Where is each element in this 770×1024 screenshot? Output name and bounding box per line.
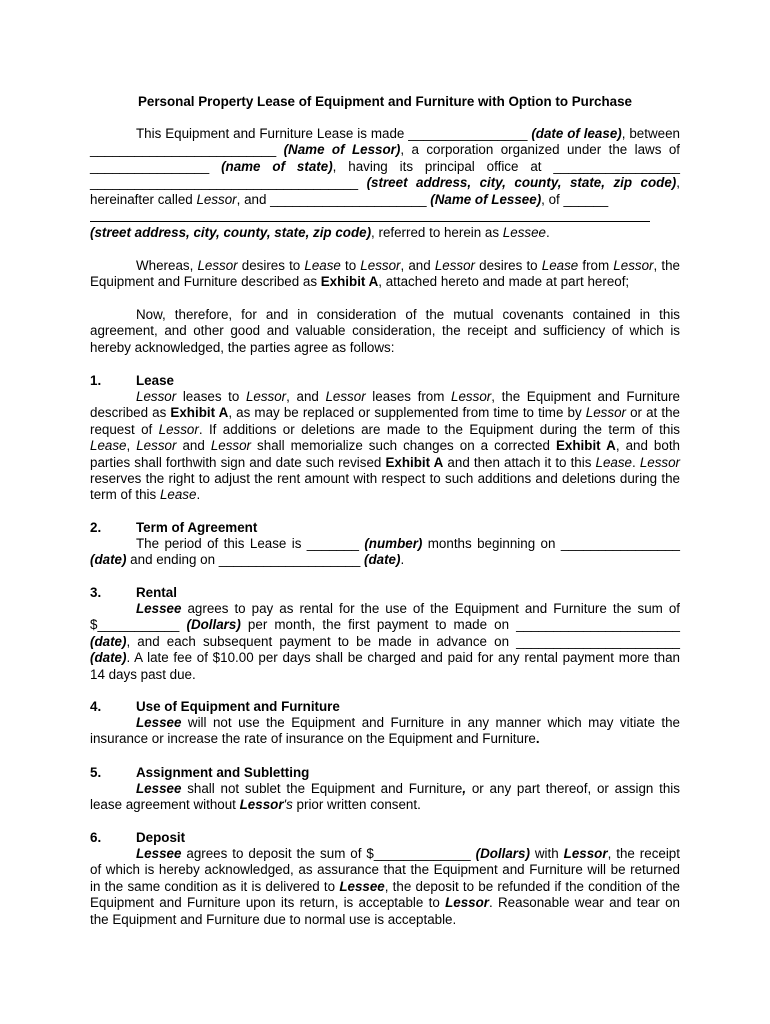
lessor-term: Lessor [585, 405, 626, 421]
whereas-paragraph [90, 258, 680, 291]
lessor-term: Lessor [434, 258, 476, 273]
lease-term: Lease [90, 438, 127, 454]
section-title: Use of Equipment and Furniture [136, 699, 340, 714]
section-text: prior written consent. [292, 797, 421, 813]
section-text: months beginning on ________________ [422, 536, 680, 551]
section-text: , as may be replaced or supplemented from time to time by [228, 405, 586, 421]
section-text: , and both parties shall forthwith sign and date such revised [90, 438, 680, 470]
section-text: shall not sublet the Equipment and Furniture [181, 781, 463, 796]
lessee-term: Lessee [136, 715, 182, 730]
section-number: 1. [90, 373, 102, 388]
exhibit-a-term: Exhibit A [385, 454, 444, 470]
lessor-term: Lessor [445, 895, 489, 911]
section-title: Rental [136, 585, 177, 600]
document-title: Personal Property Lease of Equipment and Furniture with Option to Purchase [137, 94, 633, 109]
section-text: and then attach it to this [443, 454, 596, 470]
section-text: . Reasonable wear and tear on the Equipment and Furniture due to normal use is acceptable. [90, 895, 680, 927]
whereas-text: , attached hereto and made at part hereof; [378, 274, 630, 290]
name-of-state-label: (name of state) [221, 158, 333, 174]
whereas-text: desires to [237, 258, 305, 273]
name-of-lessor-label: (Name of Lessor) [283, 142, 401, 158]
lessor-term: Lessor [613, 258, 654, 273]
section-1-heading [90, 373, 680, 389]
dollars-label: (Dollars) [186, 617, 241, 633]
lessor-term: Lessor [451, 389, 492, 404]
section-text: , and [286, 389, 326, 404]
lessor-term: Lessor [158, 421, 199, 437]
section-text: . If additions or deletions are made to the Equipment during the term of this [198, 421, 680, 437]
name-of-lessee-label: (Name of Lessee) [430, 191, 542, 207]
lease-term: Lease [304, 258, 341, 273]
section-3-body [90, 601, 680, 683]
section-text: leases from [365, 389, 452, 404]
lessor-term: Lessor [239, 797, 284, 813]
intro-paragraph-end [90, 225, 680, 241]
section-title: Deposit [136, 830, 186, 845]
date-label: (date) [90, 552, 127, 568]
lease-term: Lease [159, 487, 197, 503]
whereas-text: desires to [475, 258, 542, 273]
section-text: with [529, 846, 564, 861]
exhibit-a-term: Exhibit A [555, 438, 616, 454]
dollars-label: (Dollars) [475, 846, 530, 861]
section-text: . [196, 487, 201, 503]
intro-text: . [545, 225, 550, 240]
lessor-term: Lessor [136, 438, 177, 454]
exhibit-a-term: Exhibit A [320, 274, 379, 290]
lessee-address-label: (street address, city, county, state, zip code) [90, 225, 372, 240]
intro-paragraph [90, 126, 680, 208]
section-title: Term of Agreement [136, 520, 258, 535]
whereas-text: to [340, 258, 361, 273]
lessee-term: Lessee [502, 225, 546, 240]
section-text: , and each subsequent payment to be made in advance on ______________________ [126, 633, 680, 649]
lessor-term: Lessor [197, 258, 238, 273]
lease-term: Lease [541, 258, 579, 273]
section-text: reserves the right to adjust the rent amount with respect to such additions and deletions during the term of this [90, 471, 680, 503]
lessor-term: Lessor [563, 846, 608, 861]
section-2-heading [90, 520, 680, 536]
section-1-body [90, 389, 680, 504]
lessor-term: Lessor [136, 389, 177, 404]
lessee-term: Lessee [339, 878, 385, 894]
section-number: 4. [90, 699, 102, 714]
section-text: . A late fee of $10.00 per days shall be charged and paid for any rental payment more than 14 days past due. [90, 650, 680, 682]
section-text: leases to [176, 389, 246, 404]
lessee-term: Lessee [136, 846, 182, 861]
section-5-heading [90, 765, 680, 781]
date-label: (date) [364, 552, 401, 568]
lessor-term: Lessor [360, 258, 401, 273]
intro-text: , between _________________________ [90, 126, 680, 158]
lessor-term: Lessor [210, 438, 252, 454]
intro-text: , and _____________________ [236, 191, 431, 207]
exhibit-a-term: Exhibit A [170, 405, 229, 421]
lessor-term: Lessor [325, 389, 366, 404]
section-text: . [400, 552, 405, 568]
whereas-text: from [578, 258, 614, 273]
section-text: agrees to pay as rental for the use of the Equipment and Furniture the sum of $___________ [90, 601, 680, 633]
section-text: and [176, 438, 211, 454]
section-number: 6. [90, 830, 102, 845]
section-6-body [90, 846, 680, 928]
section-text: , [462, 781, 467, 796]
section-number: 5. [90, 765, 102, 780]
lessor-address-label: (street address, city, county, state, zip code) [366, 175, 677, 191]
section-text: shall memorialize such changes on a corrected [251, 438, 556, 454]
section-text: per month, the first payment to made on ______________________ [240, 617, 681, 633]
intro-text: , hereinafter called [90, 175, 680, 207]
lease-term: Lease [595, 454, 632, 470]
section-text: . [632, 454, 640, 470]
section-text: will not use the Equipment and Furniture in any manner which may vitiate the insurance or increase the rate of insurance on the Equipment and Furniture [90, 715, 680, 747]
date-label: (date) [90, 633, 127, 649]
whereas-text: Whereas, [136, 258, 198, 273]
section-text: , the Equipment and Furniture described as [90, 389, 680, 421]
now-therefore-text: Now, therefore, for and in consideration of the mutual covenants contained in this agreement, and other good and valuable consideration, the receipt and sufficiency of which is hereby acknowledged, the parties agree as follows: [90, 307, 680, 355]
section-6-heading [90, 830, 680, 846]
whereas-text: , and [400, 258, 435, 273]
intro-text: , referred to herein as [371, 225, 503, 240]
section-3-heading [90, 585, 680, 601]
lessor-term: Lessor [245, 389, 287, 404]
section-title: Lease [136, 373, 174, 388]
section-text: 's [283, 797, 293, 813]
section-2-body [90, 536, 680, 569]
section-5-body [90, 781, 680, 814]
section-text: or at the request of [90, 405, 680, 437]
date-label: (date) [90, 650, 127, 666]
date-of-lease-label: (date of lease) [531, 126, 622, 141]
section-4-body [90, 715, 680, 748]
section-text: The period of this Lease is _______ [136, 536, 365, 551]
section-text: , the receipt of which is hereby acknowledged, as assurance that the Equipment and Furniture will be returned in the same condition as it is delivered to [90, 846, 680, 894]
section-title: Assignment and Subletting [136, 765, 310, 780]
section-text: , [126, 438, 137, 454]
address-blank-line [90, 221, 650, 222]
lessor-term: Lessor [639, 454, 681, 470]
section-text: , the deposit to be refunded if the condition of the Equipment and Furniture upon its return, is acceptable to [90, 878, 680, 911]
intro-text: , having its principal office at _________________ ____________________________________ [90, 158, 680, 191]
section-4-heading [90, 699, 680, 715]
section-number: 2. [90, 520, 102, 535]
intro-text: , of ______ [541, 191, 609, 207]
section-number: 3. [90, 585, 102, 600]
lessee-term: Lessee [136, 781, 182, 796]
whereas-text: , the Equipment and Furniture described as [90, 258, 680, 290]
section-text: or any part thereof, or assign this lease agreement without [90, 781, 680, 813]
lessor-term: Lessor [196, 191, 237, 207]
intro-text: , a corporation organized under the laws of ________________ [90, 142, 680, 174]
section-text: agrees to deposit the sum of $_____________ [181, 846, 476, 861]
number-label: (number) [364, 536, 423, 551]
section-text: . [535, 731, 540, 747]
section-text: and ending on ___________________ [126, 552, 364, 568]
intro-text: This Equipment and Furniture Lease is made ________________ [136, 126, 532, 141]
lessee-term: Lessee [136, 601, 182, 616]
now-therefore-paragraph [90, 307, 680, 356]
